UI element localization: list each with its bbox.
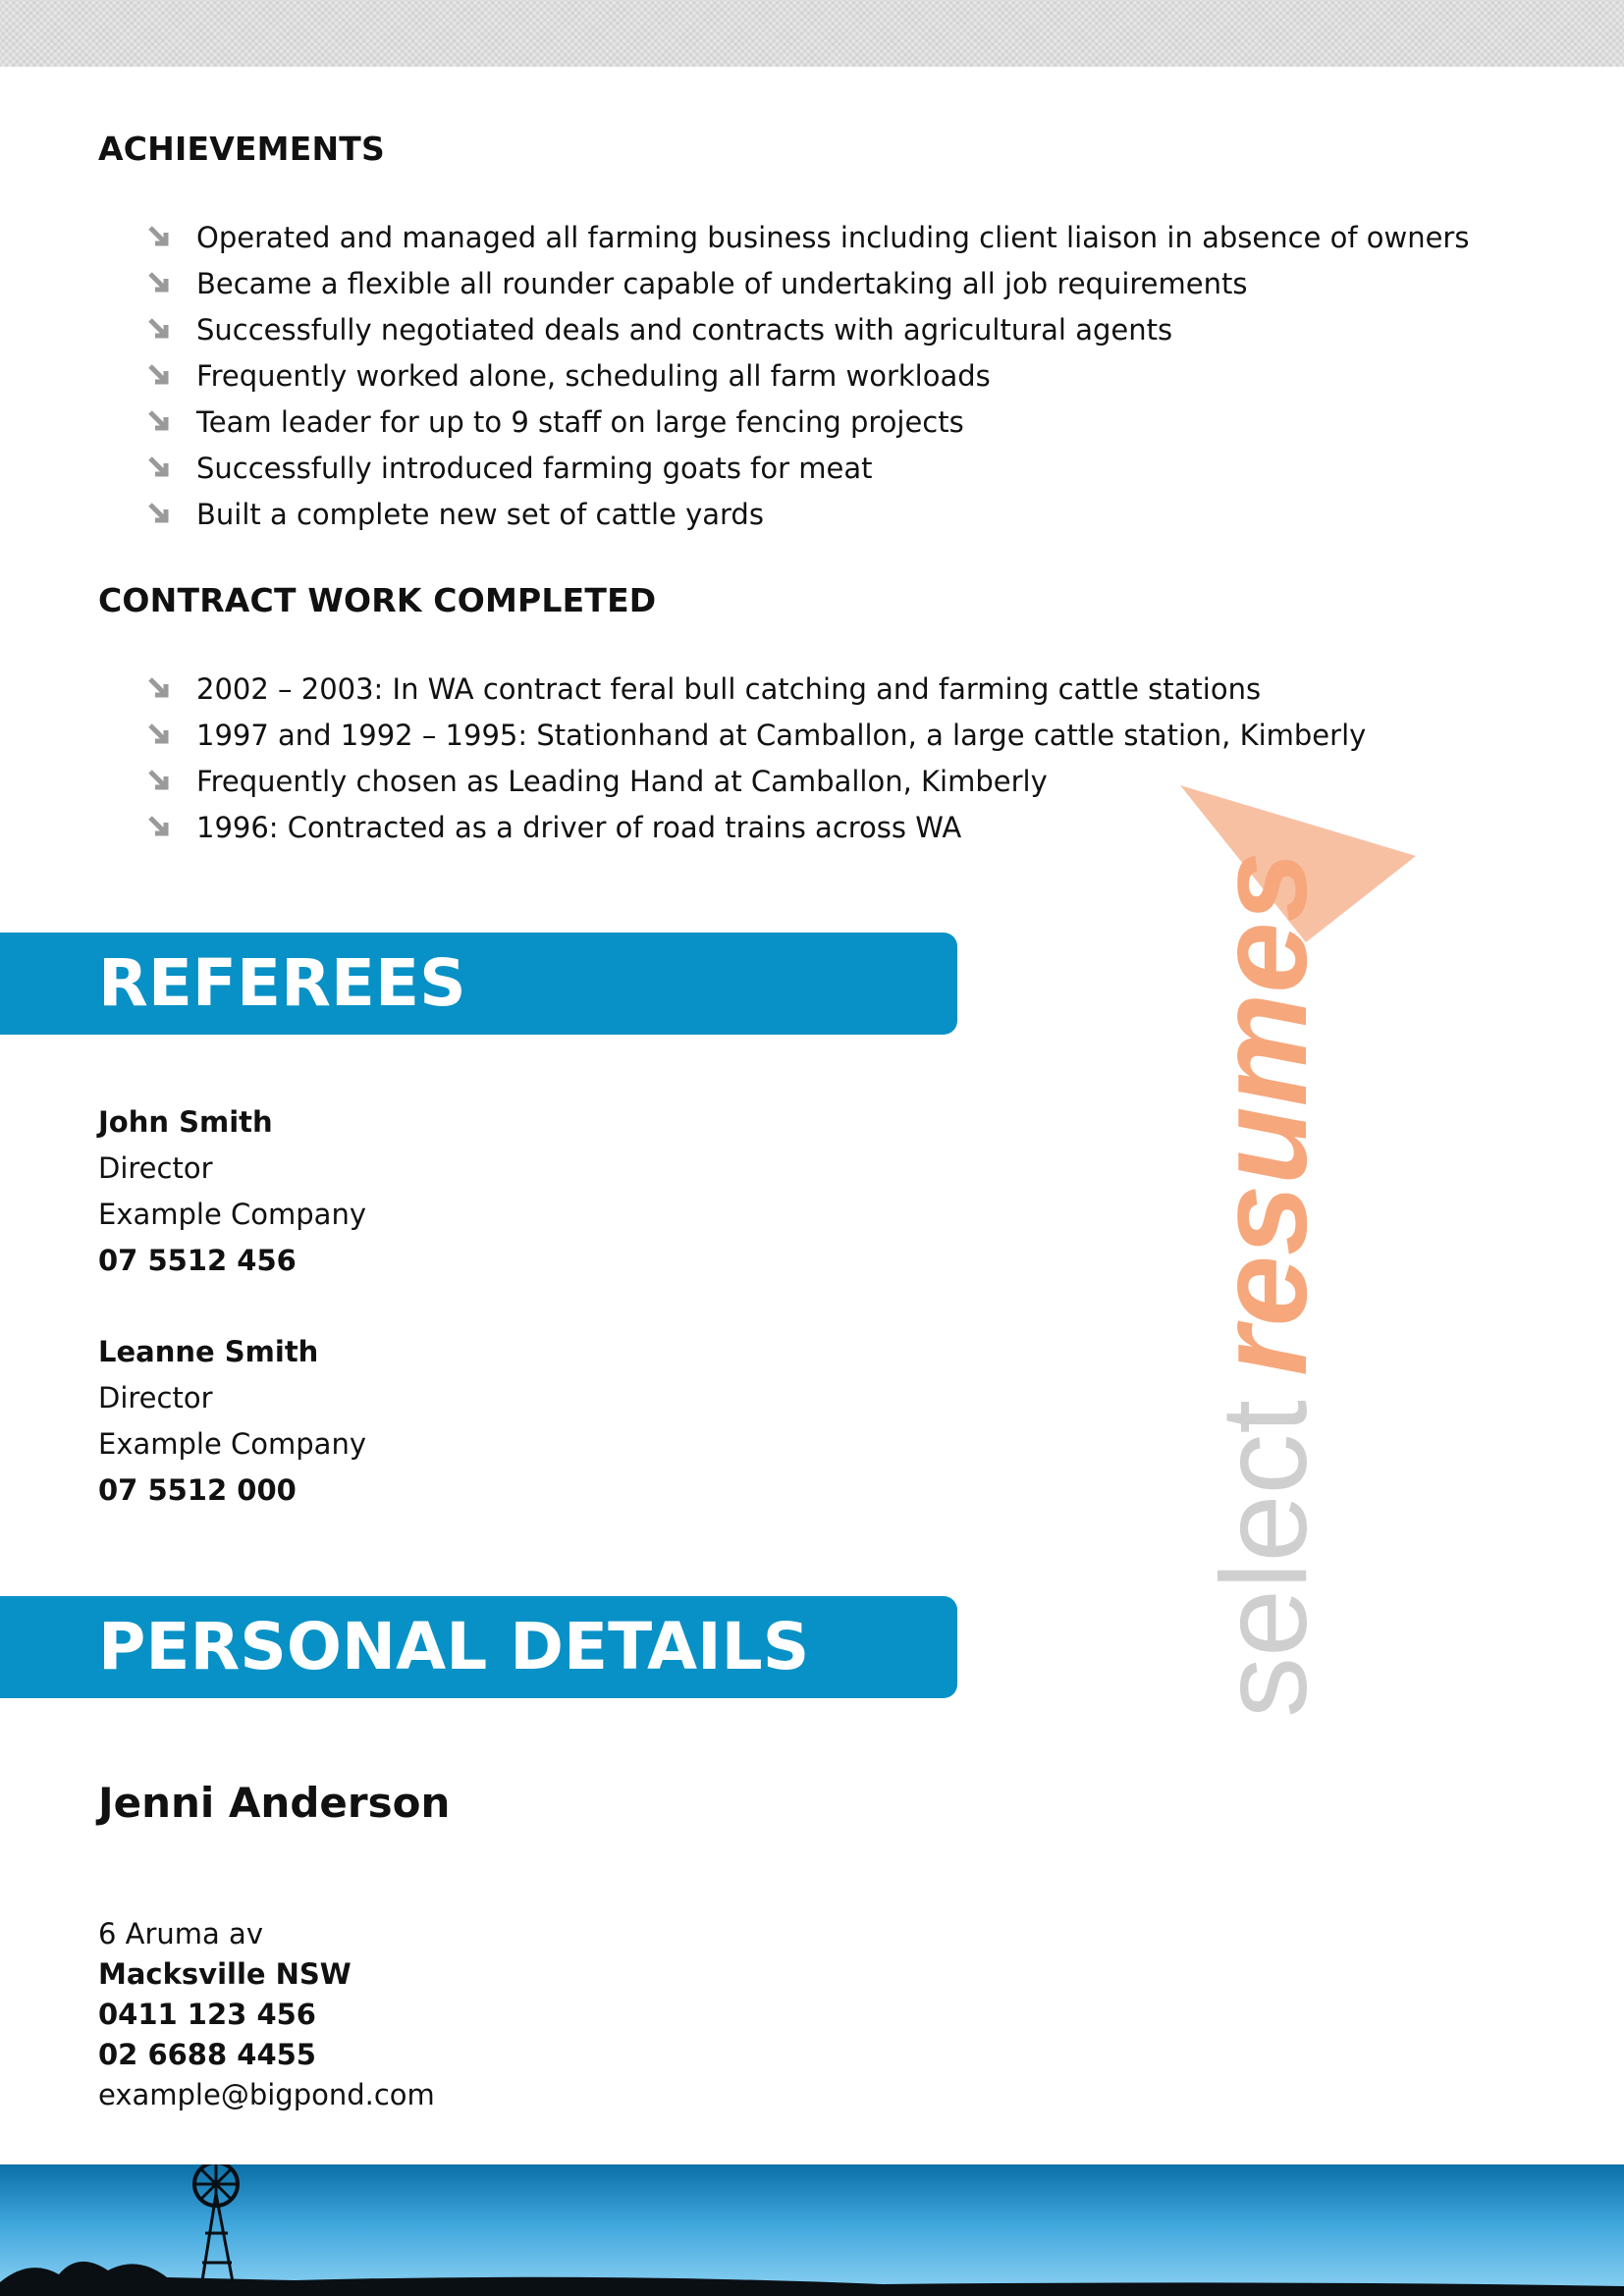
arrow-down-right-icon (147, 271, 173, 296)
arrow-down-right-icon (147, 815, 173, 840)
list-item (147, 758, 1366, 804)
achievement-text: Operated and managed all farming business including client liaison in absence of owners (196, 220, 1470, 254)
referee-company: Example Company (98, 1427, 366, 1461)
list-item (147, 352, 1469, 399)
address-line: 6 Aruma av (98, 1917, 263, 1950)
referee-card (98, 1329, 366, 1514)
list-item (147, 306, 1469, 352)
referee-title: Director (98, 1151, 213, 1185)
phone-number: 02 6688 4455 (98, 2038, 316, 2071)
achievement-text: Became a flexible all rounder capable of undertaking all job requirements (196, 266, 1248, 300)
referee-name: John Smith (98, 1105, 273, 1139)
referees-heading: REFEREES (98, 945, 466, 1021)
contract-work-heading: CONTRACT WORK COMPLETED (98, 581, 657, 619)
list-item (147, 804, 1366, 850)
personal-details-banner (0, 1596, 957, 1698)
person-name: Jenni Anderson (98, 1779, 451, 1827)
email-address: example@bigpond.com (98, 2078, 435, 2111)
referees-banner (0, 933, 957, 1035)
achievement-text: Team leader for up to 9 staff on large fencing projects (196, 404, 964, 439)
list-item (147, 445, 1469, 491)
list-item (147, 666, 1366, 712)
footer-landscape-image (0, 2164, 1624, 2296)
contract-text: 1996: Contracted as a driver of road trains across WA (196, 810, 962, 844)
arrow-down-right-icon (147, 225, 173, 250)
mobile-number: 0411 123 456 (98, 1998, 316, 2031)
watermark-select-text: select (1197, 1400, 1332, 1718)
list-item (147, 260, 1469, 306)
contact-details (98, 1914, 435, 2115)
personal-details-heading: PERSONAL DETAILS (98, 1609, 810, 1684)
achievement-text: Built a complete new set of cattle yards (196, 497, 764, 531)
referee-phone: 07 5512 456 (98, 1244, 297, 1277)
achievements-heading: ACHIEVEMENTS (98, 130, 385, 168)
list-item (147, 712, 1366, 758)
arrow-down-right-icon (147, 502, 173, 527)
contract-work-list (147, 666, 1366, 850)
referee-company: Example Company (98, 1198, 366, 1231)
list-item (147, 491, 1469, 537)
referee-name: Leanne Smith (98, 1335, 319, 1368)
watermark-resumes-text: resumes (1190, 851, 1333, 1376)
arrow-down-right-icon (147, 363, 173, 389)
list-item (147, 399, 1469, 445)
arrow-down-right-icon (147, 409, 173, 435)
contract-text: Frequently chosen as Leading Hand at Camballon, Kimberly (196, 764, 1048, 798)
referee-phone: 07 5512 000 (98, 1473, 297, 1507)
select-resumes-watermark-logo (1159, 766, 1453, 1728)
arrow-down-right-icon (147, 455, 173, 481)
achievement-text: Successfully negotiated deals and contracts with agricultural agents (196, 312, 1173, 347)
achievements-list (147, 214, 1469, 537)
contract-text: 1997 and 1992 – 1995: Stationhand at Camballon, a large cattle station, Kimberly (196, 718, 1367, 752)
referee-card (98, 1099, 366, 1284)
achievement-text: Frequently worked alone, scheduling all farm workloads (196, 358, 991, 393)
arrow-down-right-icon (147, 722, 173, 748)
list-item (147, 214, 1469, 260)
arrow-down-right-icon (147, 317, 173, 343)
arrow-down-right-icon (147, 676, 173, 702)
arrow-down-right-icon (147, 769, 173, 794)
top-pattern-band (0, 0, 1624, 67)
referee-title: Director (98, 1381, 213, 1415)
contract-text: 2002 – 2003: In WA contract feral bull catching and farming cattle stations (196, 671, 1262, 706)
suburb-state: Macksville NSW (98, 1957, 352, 1991)
achievement-text: Successfully introduced farming goats for meat (196, 451, 873, 485)
